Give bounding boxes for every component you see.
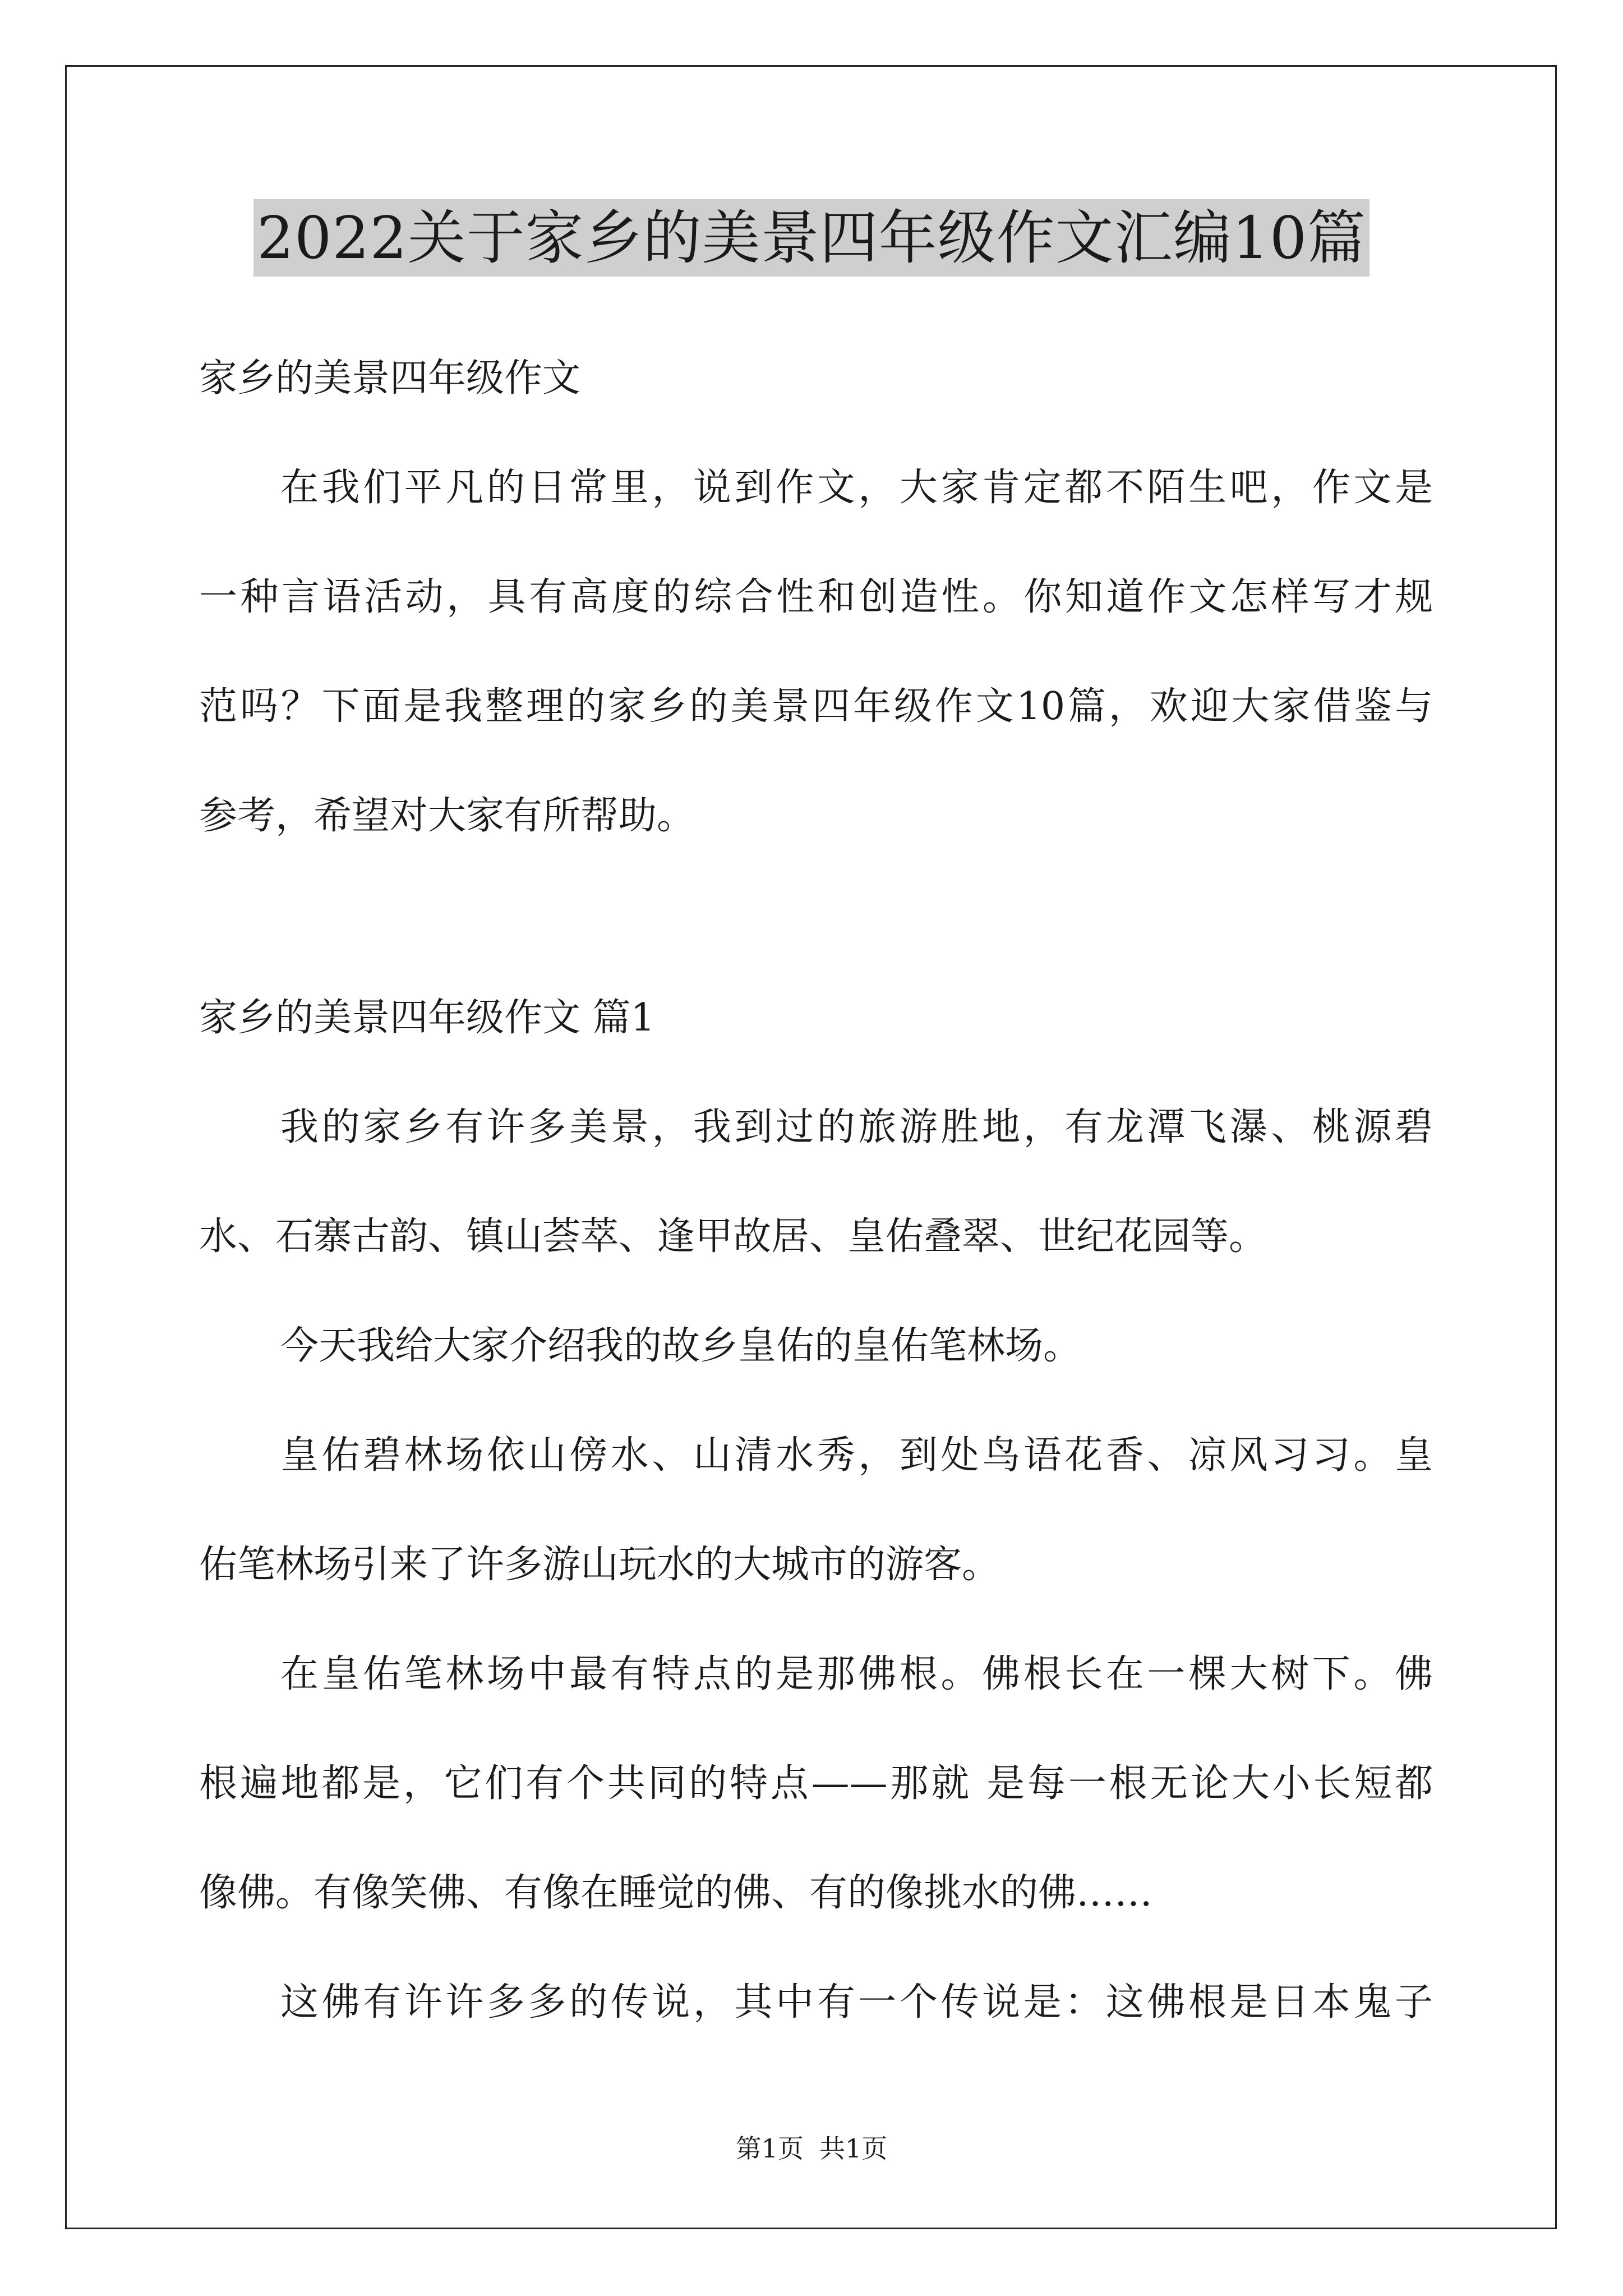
paragraph-line: 佑笔林场引来了许多游山玩水的大城市的游客。 [199, 1543, 1000, 1587]
paragraph-line: 我的家乡有许多美景，我到过的旅游胜地，有龙潭飞瀑、桃源碧 [280, 1105, 1433, 1149]
paragraph-line: 根遍地都是，它们有个共同的特点——那就 是每一根无论大小长短都 [199, 1761, 1433, 1806]
title-container [0, 199, 1623, 277]
section-heading: 家乡的美景四年级作文 篇1 [199, 996, 655, 1040]
paragraph-line: 像佛。有像笑佛、有像在睡觉的佛、有的像挑水的佛…… [199, 1871, 1153, 1915]
document-title: 2022关于家乡的美景四年级作文汇编10篇 [253, 199, 1370, 277]
paragraph-line: 水、石寨古韵、镇山荟萃、逢甲故居、皇佑叠翠、世纪花园等。 [199, 1214, 1267, 1259]
page-footer [0, 2132, 1623, 2165]
paragraph-line: 在皇佑笔林场中最有特点的是那佛根。佛根长在一棵大树下。佛 [280, 1652, 1433, 1696]
intro-heading: 家乡的美景四年级作文 [199, 356, 581, 401]
paragraph-line: 一种言语活动，具有高度的综合性和创造性。你知道作文怎样写才规 [199, 575, 1433, 619]
page-total: 共1页 [819, 2133, 888, 2164]
paragraph-line: 皇佑碧林场依山傍水、山清水秀，到处鸟语花香、凉风习习。皇 [280, 1433, 1433, 1478]
paragraph-line: 范吗？下面是我整理的家乡的美景四年级作文10篇，欢迎大家借鉴与 [199, 684, 1433, 729]
paragraph-line: 今天我给大家介绍我的故乡皇佑的皇佑笔林场。 [280, 1324, 1082, 1368]
paragraph-line: 在我们平凡的日常里，说到作文，大家肯定都不陌生吧，作文是 [280, 466, 1433, 510]
page-number: 第1页 [735, 2133, 804, 2164]
paragraph-line: 参考，希望对大家有所帮助。 [199, 794, 695, 838]
paragraph-line: 这佛有许许多多的传说，其中有一个传说是：这佛根是日本鬼子 [280, 1980, 1433, 2024]
